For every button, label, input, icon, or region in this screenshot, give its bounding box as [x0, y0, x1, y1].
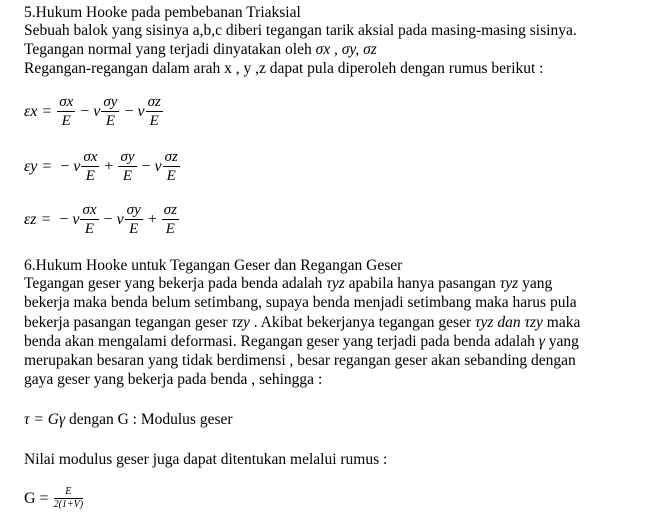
line-2-text: Tegangan normal yang terjadi dinyatakan oleh: [24, 41, 316, 58]
section-6-line-5: merupakan besaran yang tidak berdimensi , besar regangan geser akan sebanding dengan: [24, 352, 576, 369]
frac-denominator: E: [85, 168, 95, 184]
text-run: . Akibat bekerjanya tegangan geser: [249, 314, 475, 331]
eq-z-lhs: εz =: [24, 210, 52, 228]
operator: −: [124, 102, 134, 120]
frac-numerator: σz: [163, 202, 178, 218]
frac-numerator: σy: [126, 202, 141, 218]
section-6-line-3: [24, 314, 580, 332]
math-run: τyz: [326, 275, 345, 292]
eq-z-frac-1: [80, 201, 98, 238]
equation-strain-z: [24, 201, 180, 238]
equation-strain-x: [24, 93, 164, 130]
eq-z-frac-3: [162, 201, 179, 238]
poisson-symbol: v: [137, 102, 145, 120]
frac-denominator: E: [165, 221, 175, 237]
equation-strain-y: [24, 148, 181, 185]
text-run: yang: [518, 275, 553, 292]
section-5-line-1: Sebuah balok yang sisinya a,b,c diberi tegangan tarik aksial pada masing-masing sisinya.: [24, 22, 577, 39]
section-6-line-2: bekerja maka benda belum setimbang, supaya benda menjadi setimbang maka harus pula: [24, 294, 577, 311]
section-6-heading: 6.Hukum Hooke untuk Tegangan Geser dan Regangan Geser: [24, 257, 403, 274]
frac-numerator: σz: [147, 94, 161, 110]
section-5-line-2: [24, 41, 377, 59]
operator: −: [103, 210, 113, 228]
normal-stress-symbols: σx , σy, σz: [315, 41, 377, 58]
frac-numerator: σx: [59, 94, 74, 110]
eq-y-lhs: εy =: [24, 157, 53, 175]
operator: −: [141, 157, 151, 175]
eq-x-frac-1: [57, 93, 75, 130]
text-run: apabila hanya pasangan: [344, 275, 500, 292]
frac-denominator: E: [122, 168, 133, 184]
eq-x-frac-3: [146, 93, 163, 130]
text-run: Tegangan geser yang bekerja pada benda adalah: [24, 275, 327, 292]
section-6-line-1: [24, 275, 552, 293]
text-run: benda akan mengalami deformasi. Regangan geser yang terjadi pada benda adalah: [24, 333, 539, 350]
eq-z-frac-2: [125, 201, 143, 238]
text-run: yang: [544, 333, 579, 350]
frac-numerator: σz: [164, 149, 178, 165]
eq-x-frac-2: [101, 93, 119, 130]
section-5-heading: 5.Hukum Hooke pada pembebanan Triaksial: [24, 4, 301, 21]
frac-denominator: E: [61, 113, 71, 129]
math-run: τyz dan τzy: [475, 314, 543, 331]
frac-numerator: σy: [120, 149, 135, 165]
text-run: bekerja pasangan tegangan geser: [24, 314, 232, 331]
poisson-symbol: v: [72, 210, 80, 228]
eq-g-lhs: G =: [24, 489, 49, 507]
frac-denominator: E: [129, 221, 139, 237]
eq-g-frac: [54, 486, 84, 511]
section-6-line-6: gaya geser yang bekerja pada benda , sehingga :: [24, 371, 323, 388]
poisson-symbol: v: [93, 102, 101, 120]
frac-numerator: σy: [103, 94, 118, 110]
poisson-symbol: v: [116, 210, 124, 228]
frac-denominator: E: [166, 168, 176, 184]
section-6-line-7: Nilai modulus geser juga dapat ditentukan melalui rumus :: [24, 451, 388, 468]
eq-x-lhs: εx =: [24, 102, 53, 120]
eq-y-frac-3: [163, 148, 180, 185]
operator: −: [80, 102, 90, 120]
frac-numerator: E: [65, 486, 72, 497]
math-run: τyz: [499, 275, 519, 292]
eq-y-frac-2: [118, 148, 136, 185]
poisson-symbol: v: [154, 157, 162, 175]
operator: −: [60, 157, 70, 175]
equation-shear-modulus: [24, 486, 84, 511]
frac-denominator: E: [105, 113, 116, 129]
text-run: dengan G : Modulus geser: [65, 411, 233, 428]
shear-modulus-formula: [24, 411, 233, 429]
poisson-symbol: v: [73, 157, 81, 175]
math-run: τ = Gγ: [24, 411, 66, 428]
frac-denominator: E: [149, 113, 159, 129]
section-5-line-3: Regangan-regangan dalam arah x , y ,z dapat pula diperoleh dengan rumus berikut :: [24, 60, 544, 77]
math-run: τzy: [231, 314, 250, 331]
eq-y-frac-1: [81, 148, 99, 185]
operator: −: [59, 210, 69, 228]
operator: +: [104, 157, 114, 175]
section-6-line-4: [24, 333, 579, 351]
frac-denominator: E: [84, 221, 95, 237]
math-run: γ: [538, 333, 545, 350]
frac-numerator: σx: [82, 202, 97, 218]
frac-numerator: σx: [83, 149, 98, 165]
text-run: maka: [542, 314, 581, 331]
operator: +: [147, 210, 157, 228]
frac-denominator: 2(1+V): [53, 499, 84, 510]
